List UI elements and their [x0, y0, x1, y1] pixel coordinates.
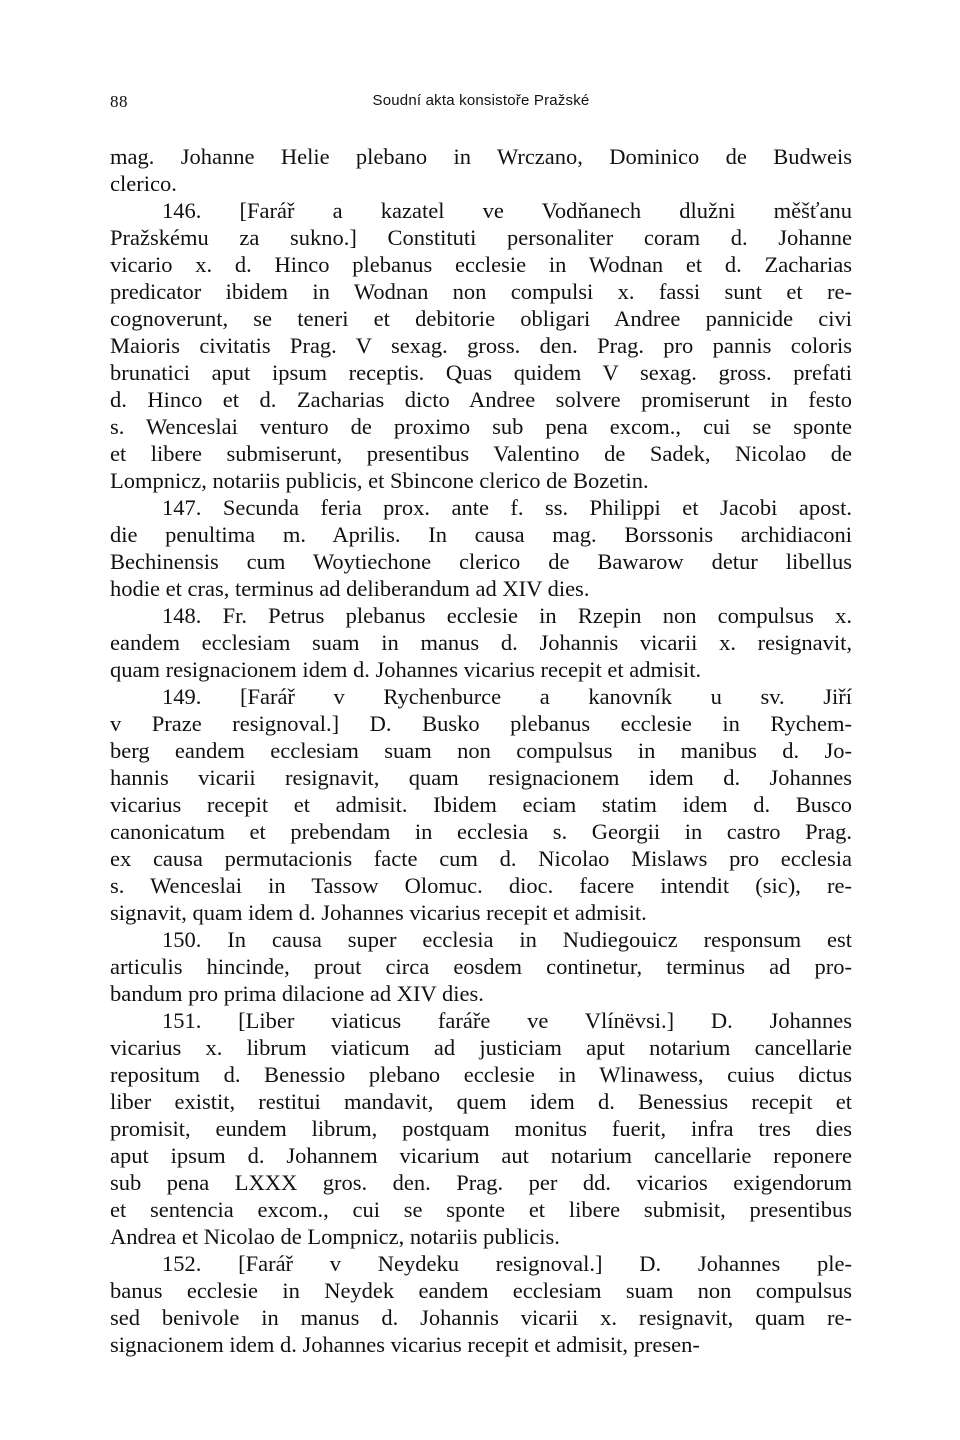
text-line: canonicatum et prebendam in ecclesia s. Georgii in castro Prag.: [110, 819, 852, 844]
text-line: 152. [Farář v Neydeku resignoval.] D. Johannes ple-: [162, 1251, 852, 1276]
text-line: 147. Secunda feria prox. ante f. ss. Philippi et Jacobi apost.: [162, 495, 852, 520]
text-line: promisit, eundem librum, postquam monitus fuerit, infra tres dies: [110, 1116, 852, 1141]
body-text: [110, 143, 852, 1358]
text-line: liber existit, restitui mandavit, quem idem d. Benessius recepit et: [110, 1089, 852, 1114]
text-line: Pražskému za sukno.] Constituti personaliter coram d. Johanne: [110, 225, 852, 250]
text-line: predicator ibidem in Wodnan non compulsi x. fassi sunt et re-: [110, 279, 852, 304]
page-header: [110, 92, 852, 114]
text-line: clerico.: [110, 171, 177, 196]
text-line: vicarius recepit et admisit. Ibidem eciam statim idem d. Busco: [110, 792, 852, 817]
text-line: berg eandem ecclesiam suam non compulsus in manibus d. Jo-: [110, 738, 852, 763]
text-line: bandum pro prima dilacione ad XIV dies.: [110, 981, 484, 1006]
text-line: 151. [Liber viaticus faráře ve Vlínëvsi.] D. Johannes: [162, 1008, 852, 1033]
text-line: hannis vicarii resignavit, quam resignacionem idem d. Johannes: [110, 765, 852, 790]
text-line: 149. [Farář v Rychenburce a kanovník u sv. Jiří: [162, 684, 852, 709]
text-line: v Praze resignoval.] D. Busko plebanus ecclesie in Rychem-: [110, 711, 852, 736]
page-number: 88: [110, 92, 128, 111]
text-line: ex causa permutacionis facte cum d. Nicolao Mislaws pro ecclesia: [110, 846, 852, 871]
text-line: Andrea et Nicolao de Lompnicz, notariis publicis.: [110, 1224, 560, 1249]
text-line: sub pena LXXX gros. den. Prag. per dd. vicarios exigendorum: [110, 1170, 852, 1195]
text-line: 150. In causa super ecclesia in Nudiegouicz responsum est: [162, 927, 852, 952]
text-line: s. Wenceslai in Tassow Olomuc. dioc. facere intendit (sic), re-: [110, 873, 852, 898]
text-line: brunatici aput ipsum receptis. Quas quidem V sexag. gross. prefati: [110, 360, 852, 385]
text-line: eandem ecclesiam suam in manus d. Johannis vicarii x. resignavit,: [110, 630, 852, 655]
text-line: et sentencia excom., cui se sponte et libere submisit, presentibus: [110, 1197, 852, 1222]
text-line: Lompnicz, notariis publicis, et Sbincone clerico de Bozetin.: [110, 468, 649, 493]
text-line: 146. [Farář a kazatel ve Vodňanech dlužni měšťanu: [162, 198, 852, 223]
text-line: hodie et cras, terminus ad deliberandum ad XIV dies.: [110, 576, 590, 601]
text-line: mag. Johanne Helie plebano in Wrczano, Dominico de Budweis: [110, 144, 852, 169]
text-line: Bechinensis cum Woytiechone clerico de Bawarow detur libellus: [110, 549, 852, 574]
text-line: banus ecclesie in Neydek eandem ecclesiam suam non compulsus: [110, 1278, 852, 1303]
text-line: d. Hinco et d. Zacharias dicto Andree solvere promiserunt in festo: [110, 387, 852, 412]
text-line: sed benivole in manus d. Johannis vicarii x. resignavit, quam re-: [110, 1305, 852, 1330]
text-line: signavit, quam idem d. Johannes vicarius recepit et admisit.: [110, 900, 647, 925]
text-line: vicario x. d. Hinco plebanus ecclesie in Wodnan et d. Zacharias: [110, 252, 852, 277]
text-line: cognoverunt, se teneri et debitorie obligari Andree pannicide civi: [110, 306, 852, 331]
text-line: quam resignacionem idem d. Johannes vicarius recepit et admisit.: [110, 657, 702, 682]
text-line: Maioris civitatis Prag. V sexag. gross. den. Prag. pro pannis coloris: [110, 333, 852, 358]
text-line: die penultima m. Aprilis. In causa mag. Borssonis archidiaconi: [110, 522, 852, 547]
text-line: s. Wenceslai venturo de proximo sub pena excom., cui se sponte: [110, 414, 852, 439]
text-line: signacionem idem d. Johannes vicarius recepit et admisit, presen-: [110, 1332, 700, 1357]
text-line: repositum d. Benessio plebano ecclesie in Wlinawess, cuius dictus: [110, 1062, 852, 1087]
text-line: articulis hincinde, prout circa eosdem continetur, terminus ad pro-: [110, 954, 852, 979]
text-line: 148. Fr. Petrus plebanus ecclesie in Rzepin non compulsus x.: [162, 603, 852, 628]
running-title: Soudní akta konsistoře Pražské: [372, 92, 590, 109]
text-line: et libere submiserunt, presentibus Valentino de Sadek, Nicolao de: [110, 441, 852, 466]
text-line: vicarius x. librum viaticum ad justiciam aput notarium cancellarie: [110, 1035, 852, 1060]
text-line: aput ipsum d. Johannem vicarium aut notarium cancellarie reponere: [110, 1143, 852, 1168]
